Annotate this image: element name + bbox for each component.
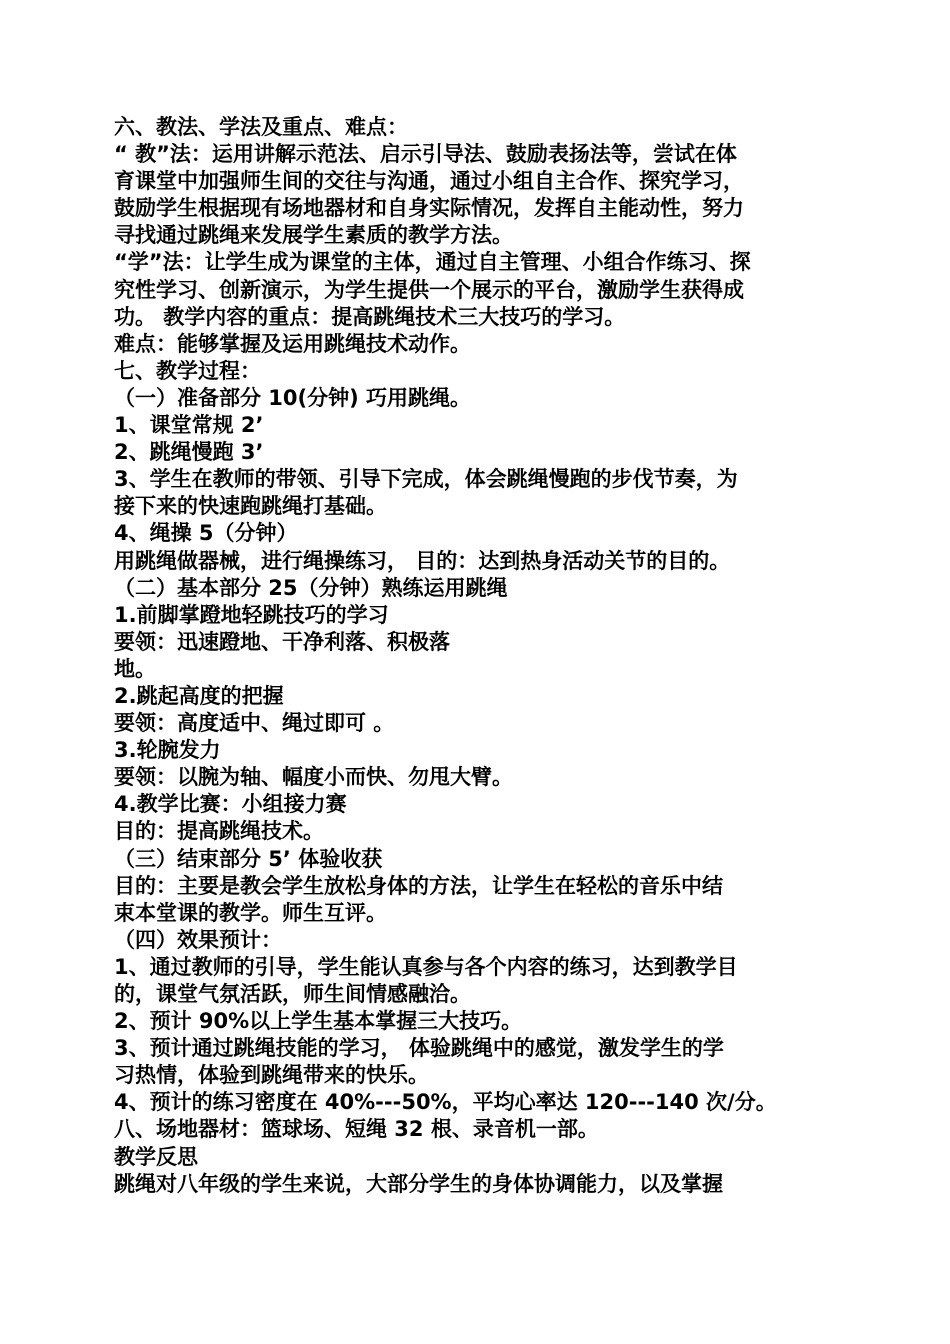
document-body xyxy=(114,114,844,1198)
text-line: 究性学习、创新演示，为学生提供一个展示的平台，激励学生获得成 xyxy=(114,277,744,302)
text-line: 4.教学比赛：小组接力赛 xyxy=(114,792,347,817)
text-line: “学”法：让学生成为课堂的主体，通过自主管理、小组合作练习、探 xyxy=(114,250,751,275)
text-line: 育课堂中加强师生间的交往与沟通，通过小组自主合作、探究学习， xyxy=(114,169,744,194)
text-line: 跳绳对八年级的学生来说，大部分学生的身体协调能力，以及掌握 xyxy=(114,1171,723,1196)
text-line: 4、预计的练习密度在 40%---50%，平均心率达 120---140 次/分。 xyxy=(114,1090,777,1115)
text-line: 束本堂课的教学。师生互评。 xyxy=(114,900,387,925)
text-line: 六、教法、学法及重点、难点： xyxy=(114,115,408,139)
text-line: 习热情，体验到跳绳带来的快乐。 xyxy=(114,1063,429,1088)
text-line: 功。 教学内容的重点：提高跳绳技术三大技巧的学习。 xyxy=(114,304,626,329)
text-line: 的，课堂气氛活跃，师生间情感融洽。 xyxy=(114,982,471,1006)
text-line: 2、跳绳慢跑 3’ xyxy=(114,440,264,465)
text-line: （三）结束部分 5’ 体验收获 xyxy=(114,846,383,871)
text-line: （二）基本部分 25（分钟）熟练运用跳绳 xyxy=(114,575,508,600)
text-line: 目的：主要是教会学生放松身体的方法，让学生在轻松的音乐中结 xyxy=(114,873,723,898)
text-line: 寻找通过跳绳来发展学生素质的教学方法。 xyxy=(114,223,513,248)
text-line: 1.前脚掌蹬地轻跳技巧的学习 xyxy=(114,602,389,627)
text-line: 地。 xyxy=(114,656,156,681)
text-line: （一）准备部分 10(分钟) 巧用跳绳。 xyxy=(114,385,472,410)
text-line: 3、预计通过跳绳技能的学习， 体验跳绳中的感觉，激发学生的学 xyxy=(114,1036,724,1061)
text-line: 4、绳操 5（分钟） xyxy=(114,521,298,546)
text-line: 鼓励学生根据现有场地器材和自身实际情况，发挥自主能动性，努力 xyxy=(114,196,744,221)
text-line: 3、学生在教师的带领、引导下完成，体会跳绳慢跑的步伐节奏，为 xyxy=(114,467,738,492)
text-line: 难点：能够掌握及运用跳绳技术动作。 xyxy=(114,331,471,356)
text-line: 要领：迅速蹬地、干净利落、积极落 xyxy=(114,629,450,654)
text-line: 2、预计 90%以上学生基本掌握三大技巧。 xyxy=(114,1009,523,1034)
text-line: 接下来的快速跑跳绳打基础。 xyxy=(114,494,387,519)
text-line: 1、课堂常规 2’ xyxy=(114,413,264,438)
text-line: 用跳绳做器械，进行绳操练习， 目的：达到热身活动关节的目的。 xyxy=(114,548,731,573)
text-line: 目的：提高跳绳技术。 xyxy=(114,819,324,844)
text-line: “ 教”法：运用讲解示范法、启示引导法、鼓励表扬法等，尝试在体 xyxy=(114,142,737,167)
text-line: 教学反思 xyxy=(114,1144,198,1169)
text-line: 七、教学过程： xyxy=(114,358,261,383)
text-line: 八、场地器材：篮球场、短绳 32 根、录音机一部。 xyxy=(114,1117,599,1142)
text-line: 3.轮腕发力 xyxy=(114,738,221,763)
text-line: 2.跳起高度的把握 xyxy=(114,683,284,708)
text-line: （四）效果预计： xyxy=(114,927,282,952)
text-line: 要领：高度适中、绳过即可 。 xyxy=(114,711,395,736)
text-line: 要领：以腕为轴、幅度小而快、勿甩大臂。 xyxy=(114,765,513,790)
text-line: 1、通过教师的引导，学生能认真参与各个内容的练习，达到教学目 xyxy=(114,954,738,979)
